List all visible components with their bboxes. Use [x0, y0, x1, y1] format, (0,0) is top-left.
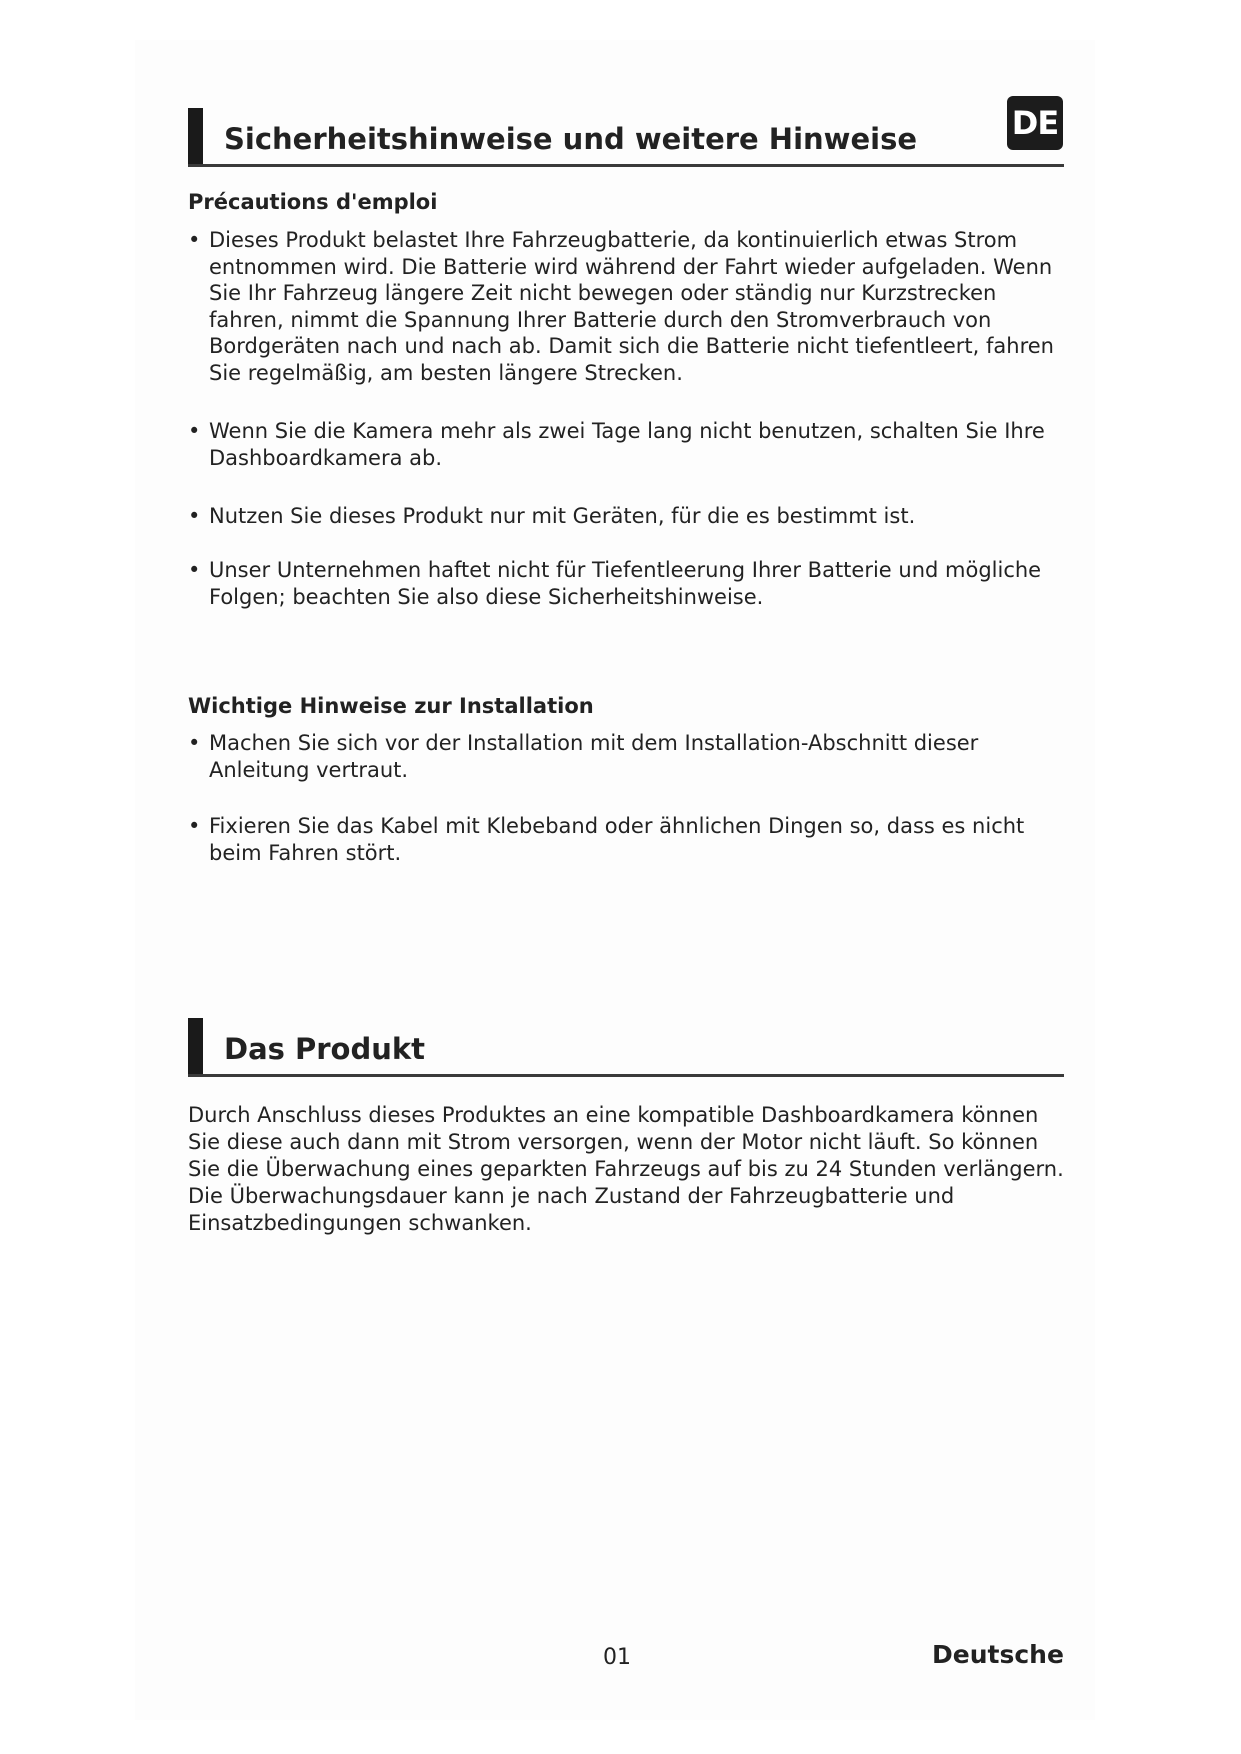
list-item-text: Fixieren Sie das Kabel mit Klebeband oder ähnlichen Dingen so, dass es nicht beim Fahren stört.	[209, 814, 1025, 865]
list-item	[188, 813, 1068, 866]
product-description: Durch Anschluss dieses Produktes an eine kompatible Dashboardkamera können Sie diese auch dann mit Strom versorgen, wenn der Motor nicht läuft. So können Sie die Überwachung eines geparkten Fahrzeugs auf bis zu 24 Stunden verlängern. Die Überwachungsdauer kann je nach Zustand der Fahrzeugbatterie und Einsatzbedingungen schwanken.	[188, 1103, 1064, 1235]
section-header-safety	[188, 108, 1064, 167]
footer-language: Deutsche	[932, 1640, 1064, 1669]
section-title: Sicherheitshinweise und weitere Hinweise	[224, 122, 917, 156]
bullet-icon: •	[188, 228, 201, 252]
list-item-text: Nutzen Sie dieses Produkt nur mit Geräten, für die es bestimmt ist.	[209, 504, 916, 528]
bullet-icon: •	[188, 558, 201, 582]
list-item	[188, 227, 1068, 386]
bullet-icon: •	[188, 731, 201, 755]
section-marker-bar	[188, 108, 203, 164]
section-marker-bar	[188, 1018, 203, 1074]
list-item-text: Wenn Sie die Kamera mehr als zwei Tage lang nicht benutzen, schalten Sie Ihre Dashboardkamera ab.	[209, 419, 1045, 470]
list-item	[188, 730, 1068, 783]
list-item-text: Unser Unternehmen haftet nicht für Tiefentleerung Ihrer Batterie und mögliche Folgen; beachten Sie also diese Sicherheitshinweise.	[209, 558, 1042, 609]
language-badge: DE	[1007, 96, 1063, 150]
subheading-installation: Wichtige Hinweise zur Installation	[188, 694, 594, 718]
bullet-icon: •	[188, 419, 201, 443]
page-number: 01	[603, 1645, 631, 1670]
list-item-text: Machen Sie sich vor der Installation mit dem Installation-Abschnitt dieser Anleitung vertraut.	[209, 731, 979, 782]
list-item	[188, 557, 1068, 610]
subheading-precautions: Précautions d'emploi	[188, 190, 438, 214]
bullet-icon: •	[188, 814, 201, 838]
list-item-text: Dieses Produkt belastet Ihre Fahrzeugbatterie, da kontinuierlich etwas Strom entnommen wird. Die Batterie wird während der Fahrt wieder aufgeladen. Wenn Sie Ihr Fahrzeug längere Zeit nicht bewegen oder ständig nur Kurzstrecken fahren, nimmt die Spannung Ihrer Batterie durch den Stromverbrauch von Bordgeräten nach und nach ab. Damit sich die Batterie nicht tiefentleert, fahren Sie regelmäßig, am besten längere Strecken.	[209, 228, 1054, 385]
list-item	[188, 418, 1068, 471]
list-item	[188, 503, 1068, 530]
section-header-product	[188, 1018, 1064, 1077]
section-title: Das Produkt	[224, 1032, 426, 1066]
bullet-icon: •	[188, 504, 201, 528]
